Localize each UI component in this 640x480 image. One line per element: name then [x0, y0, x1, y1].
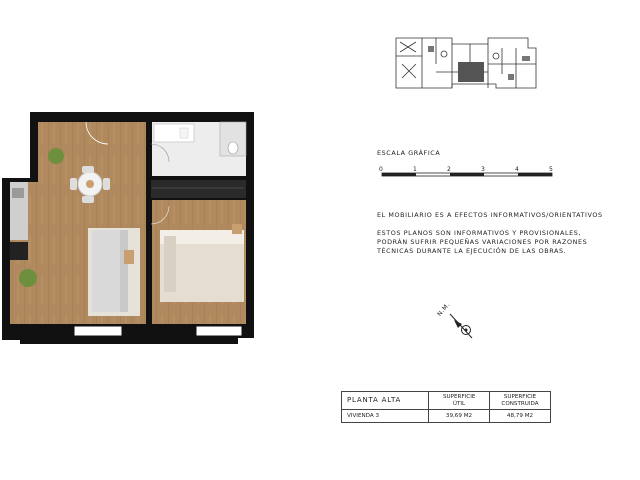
value-superficie-util: 39,69 M2: [429, 410, 490, 422]
toilet: [228, 142, 238, 154]
row-label: VIVIENDA 3: [342, 410, 429, 422]
scale-bar: [376, 162, 556, 182]
scale-label: ESCALA GRÁFICA: [377, 149, 441, 157]
scale-tick: 0: [379, 166, 383, 173]
disclaimer-line-2: PODRÁN SUFRIR PEQUEÑAS VARIACIONES POR RAZONES: [377, 238, 588, 246]
surface-table: [341, 391, 551, 423]
scale-tick: 4: [515, 166, 519, 173]
furniture-note: EL MOBILIARIO ES A EFECTOS INFORMATIVOS/ORIENTATIVOS: [377, 211, 603, 219]
north-label: N.M.: [436, 301, 452, 318]
header-superficie-construida: SUPERFICIE CONSTRUIDA: [490, 392, 550, 410]
scale-tick: 5: [549, 166, 553, 173]
scale-tick: 1: [413, 166, 417, 173]
scale-tick: 2: [447, 166, 451, 173]
value-superficie-construida: 48,79 M2: [506, 413, 534, 419]
key-plan: [392, 34, 540, 92]
plant-icon: [19, 269, 37, 287]
north-arrow-icon: [446, 312, 476, 340]
disclaimer-line-1: ESTOS PLANOS SON INFORMATIVOS Y PROVISIONALES,: [377, 229, 582, 237]
floor-plan: [0, 104, 262, 354]
plant-icon: [48, 148, 64, 164]
window: [196, 326, 242, 336]
table-title: PLANTA ALTA: [342, 392, 429, 410]
wardrobe: [150, 180, 246, 198]
disclaimer-line-3: TÉCNICAS DURANTE LA EJECUCIÓN DE LAS OBRAS.: [377, 247, 567, 255]
window: [74, 326, 122, 336]
scale-tick: 3: [481, 166, 485, 173]
header-superficie-util: SUPERFICIE ÚTIL: [429, 392, 490, 410]
key-plan-highlight: [458, 62, 484, 82]
sofa: [92, 230, 122, 312]
